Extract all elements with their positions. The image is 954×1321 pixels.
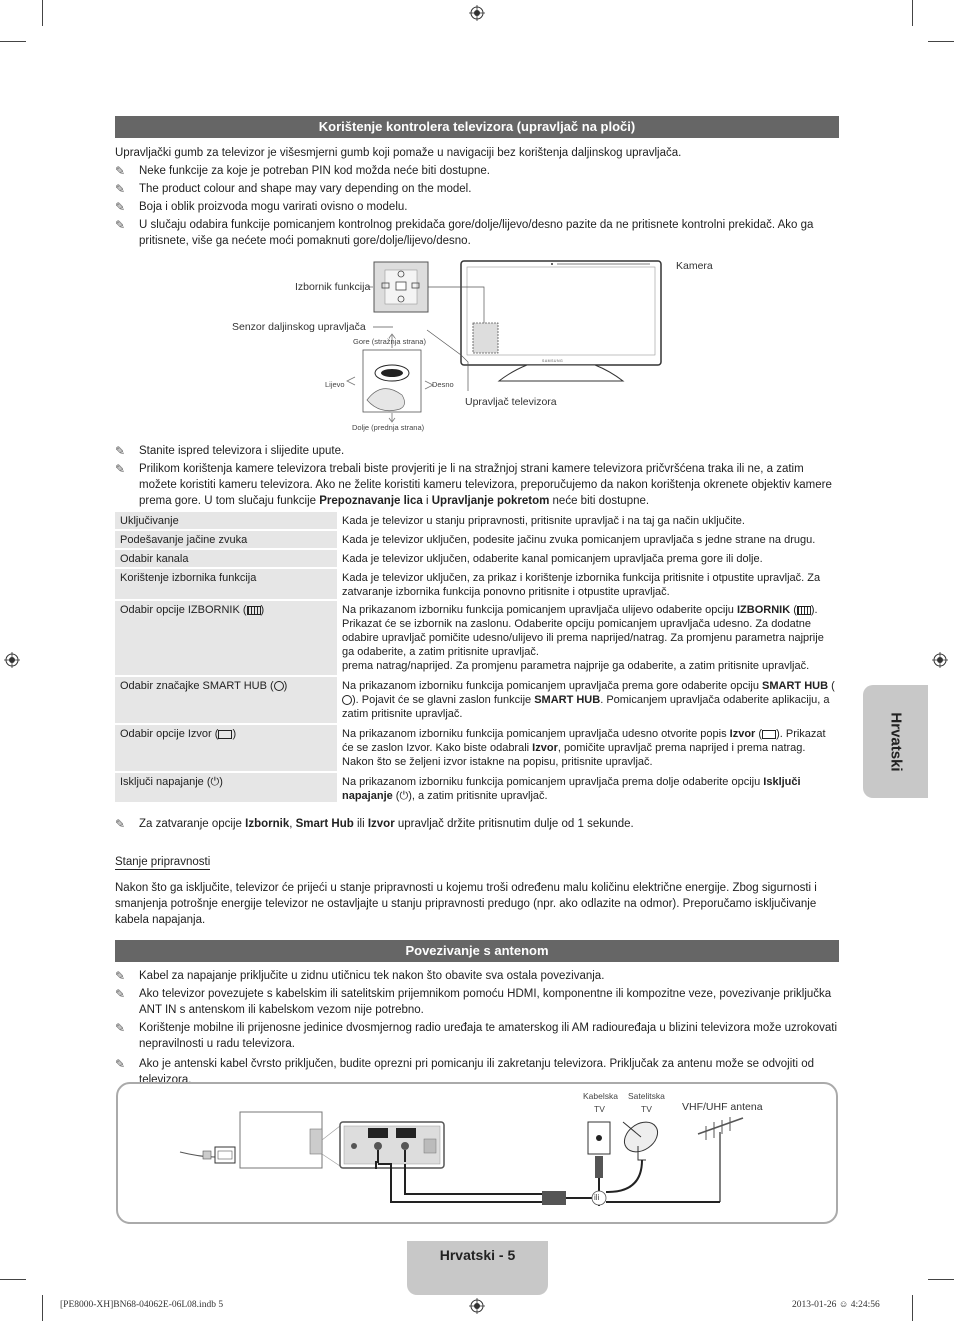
or-label: ili (594, 1193, 600, 1202)
crop-mark (928, 41, 954, 42)
pencil-note-icon: ✎ (115, 462, 126, 476)
pencil-note-icon: ✎ (115, 817, 126, 831)
note: ✎ Prilikom korištenja kamere televizora trebali biste provjeriti je li na stražnjoj strani kamere televizora pričvršćena traka ili ne, a zatim možete koristiti kameru televizora. Ako ne želite koristiti kameru televizora, preporučujemo da nakon korištenja okrenete objektiv kamere prema gore. U tom slučaju funkcije Prepoznavanje lica i Upravljanje pokretom neće biti dostupne. (115, 462, 832, 507)
crop-mark (0, 1279, 26, 1280)
table-row: Korištenje izbornika funkcija Kada je televizor uključen, za prikaz i korištenje izbornika funkcija pritisnite i otpustite upravljač. Za zatvaranje izbornika funkcija ponovno pritisnite i otpustite upravljač. (115, 569, 839, 599)
smart-hub-icon (342, 695, 352, 705)
note: ✎ U slučaju odabira funkcije pomicanjem kontrolnog prekidača gore/dolje/lijevo/desno pazite da ne pritisnete kontrolni prekidač. Ako ga pritisnete, više ga nećete moći pomaknuti gore/dolje/lijevo/desno. (115, 218, 814, 247)
tv-controller-diagram (225, 255, 725, 440)
section-title: Povezivanje s antenom (115, 940, 839, 962)
menu-grid-icon (247, 606, 261, 615)
pencil-note-icon: ✎ (115, 987, 126, 1001)
menu-grid-icon (797, 606, 811, 615)
page-number-tab: Hrvatski - 5 (407, 1241, 548, 1295)
pencil-note-icon: ✎ (115, 218, 126, 232)
footer-file-info: [PE8000-XH]BN68-04062E-06L08.indb 5 (60, 1300, 224, 1310)
note: ✎ Stanite ispred televizora i slijedite upute. (115, 444, 345, 458)
right-label: Desno (432, 380, 454, 389)
note: ✎ Ako televizor povezujete s kabelskim ili satelitskim prijemnikom pomoću HDMI, komponentne ili kompozitne veze, povezivanje priključka ANT IN s antenskom ili kabelskom vezom nije potrebno. (115, 987, 832, 1016)
note: ✎ The product colour and shape may vary depending on the model. (115, 182, 472, 196)
pencil-note-icon: ✎ (115, 1057, 126, 1071)
language-side-tab: Hrvatski (863, 685, 928, 798)
table-row: Podešavanje jačine zvuka Kada je televizor uključen, podesite jačinu zvuka pomicanjem upravljača s jedne strane na drugu. (115, 531, 839, 548)
antenna-diagram (116, 1082, 838, 1224)
table-row: Uključivanje Kada je televizor u stanju pripravnosti, pritisnite upravljač i na taj ga način uključite. (115, 512, 839, 529)
table-row: Odabir opcije IZBORNIK ( ) Na prikazanom izborniku funkcija pomicanjem upravljača ulijevo odaberite opciju IZBORNIK ( ). Prikazat će se izbornik na zaslonu. Odaberite opciju pomicanjem upravljača udesno. Za dodatne odabire upravljač pomičite udesno/ulijevo ili prema naprijed/natrag. Za promjenu parametra najprije ga odaberite, a zatim pritisnite upravljač. prema natrag/naprijed. Za promjenu parametra najprije ga odaberite, a zatim pritisnite upravljač. (115, 601, 839, 675)
intro-text: Upravljački gumb za televizor je višesmjerni gumb koji pomaže u navigaciji bez korištenja daljinskog upravljača. (115, 147, 682, 159)
table-row: Isključi napajanje (⏻) Na prikazanom izborniku funkcija pomicanjem upravljača prema dolje odaberite opciju Isključi napajanje (⏻), a zatim pritisnite upravljač. (115, 773, 839, 802)
satellite-tv-label: Satelitska (628, 1091, 665, 1101)
table-row: Odabir kanala Kada je televizor uključen, odaberite kanal pomicanjem upravljača prema gore ili dolje. (115, 550, 839, 567)
controller-label: Upravljač televizora (465, 396, 557, 408)
pencil-note-icon: ✎ (115, 444, 126, 458)
section-title: Korištenje kontrolera televizora (upravljač na ploči) (115, 116, 839, 138)
note: ✎ Ako je antenski kabel čvrsto priključen, budite oprezni pri pomicanju ili zakretanju televizora. Priključak za antenu može se odvojiti od televizora. (115, 1057, 815, 1086)
pencil-note-icon: ✎ (115, 1021, 126, 1035)
standby-text: Nakon što ga isključite, televizor će prijeći u stanje pripravnosti u kojemu troši određenu malu količinu električne energije. Zbog sigurnosti i smanjenja potrošnje energije televizor ne ostavljajte u stanju pripravnosti predugo (npr. ako odlazite na odmor). Preporučamo isključivanje kabela napajanja. (115, 882, 817, 926)
power-icon: ⏻ (210, 776, 220, 788)
cable-tv-label: Kabelska (583, 1091, 618, 1101)
note: ✎ Za zatvaranje opcije Izbornik, Smart Hub ili Izvor upravljač držite pritisnutim dulje od 1 sekunde. (115, 817, 634, 831)
camera-label: Kamera (676, 260, 713, 272)
table-row: Odabir opcije Izvor ( ) Na prikazanom izborniku funkcija pomicanjem upravljača udesno otvorite popis Izvor ( ). Prikazat će se zaslon Izvor. Kako biste odabrali Izvor, pomičite upravljač prema naprijed i prema natrag. Nakon što se željeni izvor istakne na popisu, pritisnite upravljač. (115, 725, 839, 771)
source-icon (218, 730, 232, 739)
crop-mark (0, 41, 26, 42)
crop-mark (42, 0, 43, 26)
crop-mark (912, 0, 913, 26)
registration-mark-icon (469, 5, 485, 21)
vhf-uhf-label: VHF/UHF antena (682, 1101, 763, 1113)
note: ✎ Neke funkcije za koje je potreban PIN kod možda neće biti dostupne. (115, 164, 490, 178)
sensor-label: Senzor daljinskog upravljača (232, 321, 366, 333)
up-label: Gore (stražnja strana) (353, 337, 426, 346)
left-label: Lijevo (325, 380, 345, 389)
pencil-note-icon: ✎ (115, 200, 126, 214)
registration-mark-icon (469, 1298, 485, 1314)
footer-timestamp: 2013-01-26 ☺ 4:24:56 (792, 1300, 880, 1310)
crop-mark (912, 1295, 913, 1321)
table-row: Odabir značajke SMART HUB ( ) Na prikazanom izborniku funkcija pomicanjem upravljača prema gore odaberite opciju SMART HUB (). Pojavit će se glavni zaslon funkcije SMART HUB. Pomicanjem upravljača odaberite aplikaciju, a zatim pritisnite upravljač. (115, 677, 839, 723)
crop-mark (42, 1295, 43, 1321)
down-label: Dolje (prednja strana) (352, 423, 425, 432)
cable-tv-label: TV (594, 1104, 605, 1114)
registration-mark-icon (4, 652, 20, 668)
note: ✎ Korištenje mobilne ili prijenosne jedinice dvosmjernog radio uređaja te amaterskog ili AM radiouređaja u blizini televizora može uzrokovati nepravilnosti u radu televizora. (115, 1021, 838, 1050)
power-icon: ⏻ (399, 790, 409, 802)
pencil-note-icon: ✎ (115, 182, 126, 196)
crop-mark (928, 1279, 954, 1280)
note: ✎ Kabel za napajanje priključite u zidnu utičnicu tek nakon što obavite sva ostala povezivanja. (115, 969, 605, 983)
standby-heading: Stanje pripravnosti (115, 856, 211, 868)
smart-hub-icon (274, 681, 284, 691)
registration-mark-icon (932, 652, 948, 668)
menu-label: Izbornik funkcija (295, 281, 371, 293)
satellite-tv-label: TV (641, 1104, 652, 1114)
pencil-note-icon: ✎ (115, 969, 126, 983)
pencil-note-icon: ✎ (115, 164, 126, 178)
source-icon (762, 730, 776, 739)
tv-brand: SAMSUNG (542, 359, 564, 363)
note: ✎ Boja i oblik proizvoda mogu varirati ovisno o modelu. (115, 200, 408, 214)
